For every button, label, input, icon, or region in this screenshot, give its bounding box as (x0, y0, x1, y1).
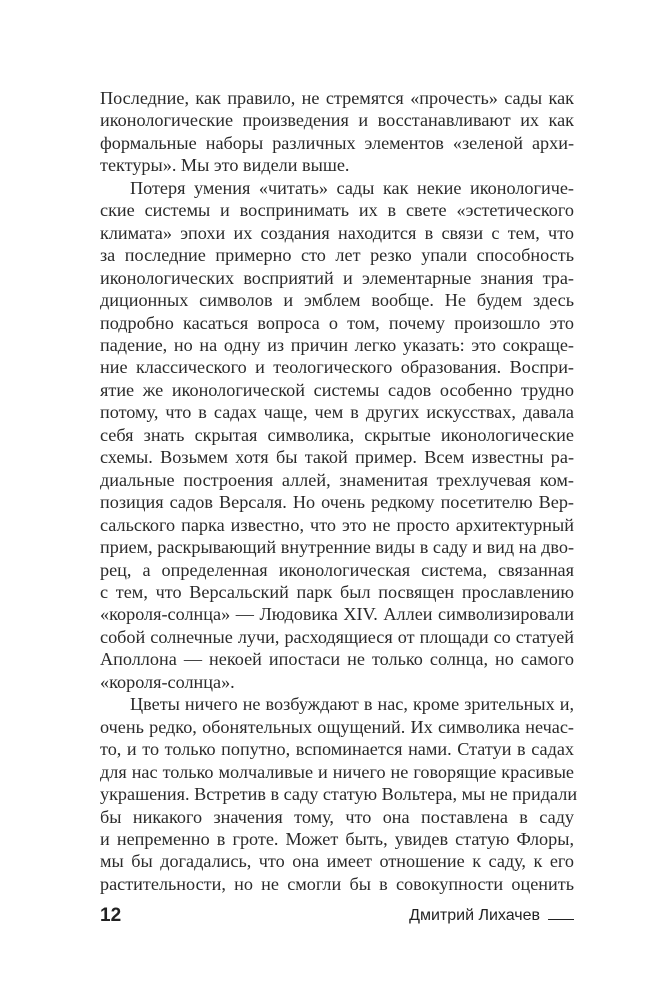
text-line: растительности, но не смогли бы в совокупности оценить (100, 873, 574, 894)
text-line: ятие же иконологической системы садов особенно трудно (100, 379, 574, 400)
text-line: подробно касаться вопроса о том, почему произошло это (100, 312, 574, 333)
text-line: схемы. Возьмем хотя бы такой пример. Всем известны ра- (100, 447, 574, 468)
text-line: диционных символов и эмблем вообще. Не будем здесь (100, 290, 574, 311)
text-line: мы бы догадались, что она имеет отношение к саду, к его (100, 851, 574, 872)
author-name: Дмитрий Лихачев (409, 907, 540, 924)
text-line: за последние примерно сто лет резко упали способность (100, 245, 574, 266)
text-line: ние классического и теологического образования. Воспри- (100, 357, 574, 378)
text-line: и непременно в гроте. Может быть, увидев статую Флоры, (100, 828, 574, 849)
text-line: «короля-солнца» — Людовика XIV. Аллеи символизировали (100, 604, 574, 625)
body-text (100, 87, 578, 895)
footer-rule (548, 919, 574, 920)
text-line: тектуры». Мы это видели выше. (100, 155, 350, 176)
paragraph (100, 693, 578, 895)
text-line: Аполлона — некоей ипостаси не только солнца, но самого (100, 649, 574, 670)
text-line: падение, но на одну из причин легко указать: это сокраще- (100, 334, 574, 355)
paragraph (100, 177, 574, 693)
text-line: позиция садов Версаля. Но очень редкому посетителю Вер- (100, 492, 574, 513)
text-line: очень редко, обонятельных ощущений. Их символика нечас- (100, 716, 574, 737)
text-line: собой солнечные лучи, расходящиеся от площади со статуей (100, 626, 574, 647)
text-line: рец, а определенная иконологическая система, связанная (100, 559, 574, 580)
text-line: с тем, что Версальский парк был посвящен прославлению (100, 581, 574, 602)
text-line: иконологических восприятий и элементарные знания тра- (100, 267, 574, 288)
text-line: потому, что в садах чаще, чем в других искусствах, давала (100, 402, 574, 423)
text-line: украшения. Встретив в саду статую Вольтера, мы не придали (100, 784, 578, 805)
text-line: Цветы ничего не возбуждают в нас, кроме зрительных и, (130, 694, 574, 715)
text-line: себя знать скрытая символика, скрытые иконологические (100, 424, 574, 445)
text-line: прием, раскрывающий внутренние виды в саду и вид на дво- (100, 537, 574, 558)
page-footer (100, 905, 574, 929)
text-line: то, и то только попутно, вспоминается нами. Статуи в садах (100, 739, 574, 760)
page-number: 12 (100, 905, 122, 926)
text-line: иконологические произведения и восстанавливают их как (100, 110, 574, 131)
text-line: Потеря умения «читать» сады как некие иконологиче- (130, 177, 574, 198)
text-line: бы никакого значения тому, что она поставлена в саду (100, 806, 574, 827)
text-line: «короля-солнца». (100, 671, 235, 692)
text-line: сальского парка известно, что это не просто архитектурный (100, 514, 574, 535)
text-line: Последние, как правило, не стремятся «прочесть» сады как (100, 88, 574, 108)
text-line: для нас только молчаливые и ничего не говорящие красивые (100, 761, 574, 782)
text-line: климата» эпохи их создания находится в связи с тем, что (100, 222, 574, 243)
text-line: диальные построения аллей, знаменитая трехлучевая ком- (100, 469, 574, 490)
text-line: ские системы и воспринимать их в свете «эстетического (100, 200, 574, 221)
text-line: формальные наборы различных элементов «зеленой архи- (100, 132, 574, 153)
running-footer-author (409, 907, 574, 925)
paragraph (100, 87, 574, 177)
